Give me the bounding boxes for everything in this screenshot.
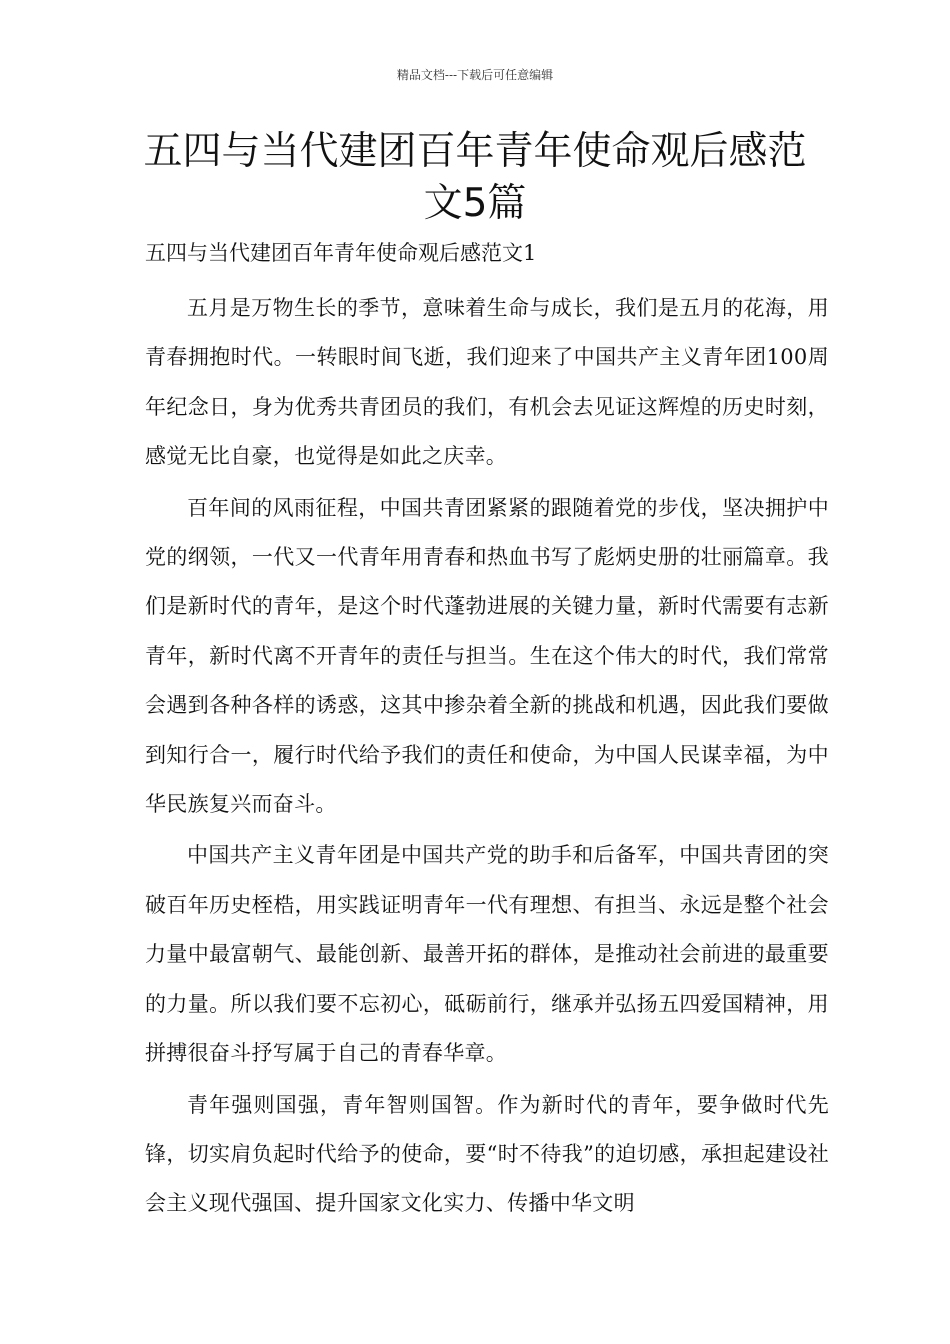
- paragraph-2: 百年间的风雨征程，中国共青团紧紧的跟随着党的步伐，坚决拥护中党的纲领，一代又一代青年用青春和热血书写了彪炳史册的壮丽篇章。我们是新时代的青年，是这个时代蓬勃进展的关键力量，新时代需要有志新青年，新时代离不开青年的责任与担当。生在这个伟大的时代，我们常常会遇到各种各样的诱惑，这其中掺杂着全新的挑战和机遇，因此我们要做到知行合一，履行时代给予我们的责任和使命，为中国人民谋幸福，为中华民族复兴而奋斗。: [145, 495, 829, 817]
- section-subtitle: 五四与当代建团百年青年使命观后感范文1: [145, 241, 537, 265]
- title-line-2: 文5篇: [423, 181, 527, 226]
- body-text: [145, 284, 829, 1231]
- header-note: 精品文档---下载后可任意编辑: [396, 68, 554, 82]
- paragraph-3: 中国共产主义青年团是中国共产党的助手和后备军，中国共青团的突破百年历史桎梏，用实践证明青年一代有理想、有担当、永远是整个社会力量中最富朝气、最能创新、最善开拓的群体，是推动社会前进的最重要的力量。所以我们要不忘初心，砥砺前行，继承并弘扬五四爱国精神，用拼搏很奋斗抒写属于自己的青春华章。: [145, 843, 829, 1066]
- document-title: [120, 126, 830, 230]
- title-line-1: 五四与当代建团百年青年使命观后感范: [143, 129, 807, 174]
- paragraph-1: 五月是万物生长的季节，意味着生命与成长，我们是五月的花海，用青春拥抱时代。一转眼时间飞逝，我们迎来了中国共产主义青年团100周年纪念日，身为优秀共青团员的我们，有机会去见证这辉煌的历史时刻，感觉无比自豪，也觉得是如此之庆幸。: [145, 296, 829, 469]
- paragraph-4: 青年强则国强，青年智则国智。作为新时代的青年，要争做时代先锋，切实肩负起时代给予的使命，要“时不待我”的迫切感，承担起建设社会主义现代强国、提升国家文化实力、传播中华文明: [145, 1092, 829, 1216]
